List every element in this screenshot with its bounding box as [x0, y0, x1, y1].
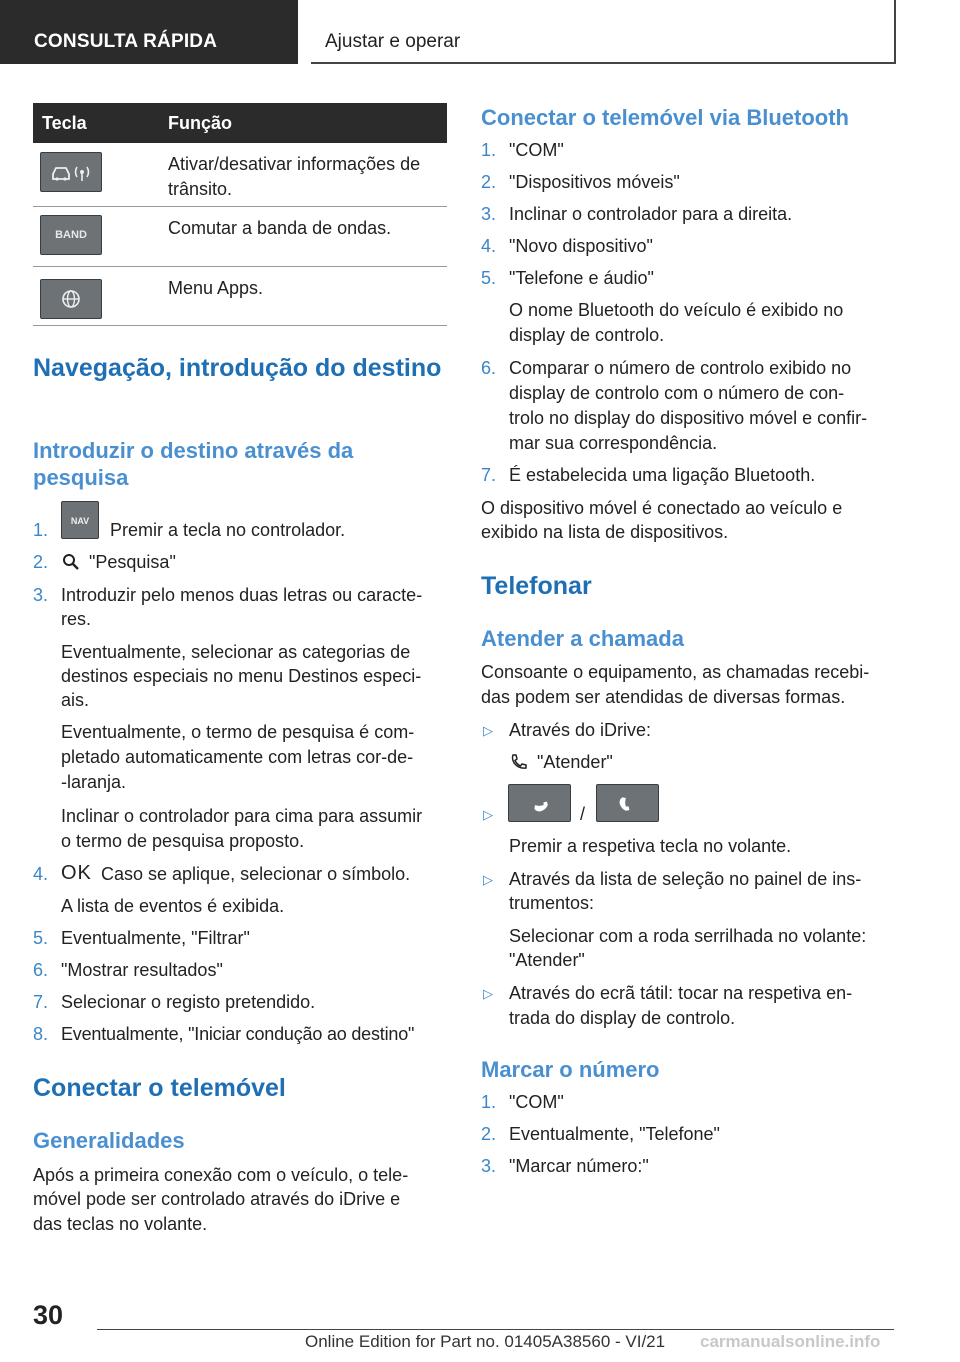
- step-text: Eventualmente, "Filtrar": [61, 928, 250, 948]
- step-number: 6.: [33, 960, 49, 980]
- dial-subheading: Marcar o número: [481, 1057, 660, 1082]
- step-text: "Pesquisa": [89, 552, 176, 572]
- step-text: mar sua correspondência.: [509, 433, 718, 453]
- step-note: -laranja.: [61, 772, 127, 792]
- bullet-note: "Atender": [509, 950, 585, 970]
- table-header: [33, 103, 447, 143]
- step-text: res.: [61, 609, 92, 629]
- step-text: "Novo dispositivo": [509, 236, 653, 256]
- step-text: "Dispositivos móveis": [509, 172, 680, 192]
- table-row: [33, 267, 447, 326]
- step-text: trolo no display do dispositivo móvel e confir-: [509, 408, 868, 428]
- answer-call-key-icon: [508, 784, 571, 822]
- step-number: 4.: [481, 236, 497, 256]
- answer-subheading: Atender a chamada: [481, 626, 684, 651]
- table-col-function: Função: [168, 113, 233, 133]
- key-separator: /: [580, 804, 586, 824]
- header-section-tab: CONSULTA RÁPIDA: [0, 0, 298, 64]
- step-note: pletado automaticamente com letras cor-de-: [61, 747, 414, 767]
- step-text: Introduzir pelo menos duas letras ou caracte-: [61, 585, 423, 605]
- table-row: [33, 143, 447, 207]
- bullet-text: trumentos:: [509, 893, 595, 913]
- step-note: O nome Bluetooth do veículo é exibido no: [509, 300, 844, 320]
- header-title: Ajustar e operar: [311, 0, 896, 64]
- step-number: 2.: [33, 552, 49, 572]
- footer-rule: [97, 1329, 894, 1330]
- step-number: 7.: [481, 465, 497, 485]
- watermark: carmanualsonline.info: [700, 1332, 881, 1351]
- search-icon: [62, 553, 80, 576]
- step-number: 7.: [33, 992, 49, 1012]
- paragraph-line: das podem ser atendidas de diversas formas.: [481, 687, 846, 707]
- apps-globe-icon: [40, 279, 102, 319]
- step-number: 2.: [481, 1124, 497, 1144]
- key-function-table: [33, 103, 447, 326]
- step-text: É estabelecida uma ligação Bluetooth.: [509, 465, 816, 485]
- bullet-triangle-icon: ▷: [483, 723, 493, 738]
- step-note: display de controlo.: [509, 325, 665, 345]
- step-text: Premir a tecla no controlador.: [110, 520, 346, 540]
- step-text: "Mostrar resultados": [61, 960, 223, 980]
- step-text: "COM": [509, 140, 564, 160]
- step-text: Inclinar o controlador para a direita.: [509, 204, 793, 224]
- bullet-text: Através do iDrive:: [509, 720, 652, 740]
- bullet-text: Através do ecrã tátil: tocar na respetiva en-: [509, 983, 853, 1003]
- step-number: 4.: [33, 864, 49, 884]
- traffic-info-icon: [40, 152, 102, 192]
- table-col-key: Tecla: [42, 113, 87, 133]
- nav-subheading: Introduzir o destino através da pesquisa: [33, 438, 354, 490]
- bullet-triangle-icon: ▷: [483, 872, 493, 887]
- step-text: Caso se aplique, selecionar o símbolo.: [101, 864, 411, 884]
- step-note: Eventualmente, selecionar as categorias de: [61, 642, 411, 662]
- step-number: 2.: [481, 172, 497, 192]
- connect-phone-heading: Conectar o telemóvel: [33, 1074, 286, 1102]
- step-note: o termo de pesquisa proposto.: [61, 831, 305, 851]
- step-note: destinos especiais no menu Destinos especi-: [61, 666, 422, 686]
- step-number: 3.: [481, 1156, 497, 1176]
- band-key-icon: BAND: [40, 215, 102, 255]
- step-note: A lista de eventos é exibida.: [61, 896, 285, 916]
- nav-key-icon: NAV: [61, 501, 99, 539]
- step-number: 6.: [481, 358, 497, 378]
- step-number: 5.: [33, 928, 49, 948]
- table-function-text: Menu Apps.: [168, 278, 264, 298]
- step-text: Comparar o número de controlo exibido no: [509, 358, 852, 378]
- step-number: 1.: [33, 520, 49, 540]
- table-function-text: Ativar/desativar informações de trânsito.: [168, 154, 421, 199]
- step-number: 1.: [481, 140, 497, 160]
- step-number: 3.: [481, 204, 497, 224]
- bullet-note: Premir a respetiva tecla no volante.: [509, 836, 792, 856]
- table-row: [33, 207, 447, 267]
- paragraph-line: exibido na lista de dispositivos.: [481, 522, 729, 542]
- bullet-triangle-icon: ▷: [483, 807, 493, 822]
- table-function-text: Comutar a banda de ondas.: [168, 218, 392, 238]
- telefonar-heading: Telefonar: [481, 572, 592, 600]
- step-note: ais.: [61, 690, 90, 710]
- paragraph-line: Após a primeira conexão com o veículo, o tele-: [33, 1165, 409, 1185]
- paragraph-line: das teclas no volante.: [33, 1214, 208, 1234]
- paragraph-line: O dispositivo móvel é conectado ao veículo e: [481, 498, 843, 518]
- bullet-subtext: "Atender": [537, 752, 613, 772]
- step-text: "COM": [509, 1092, 564, 1112]
- bullet-text: trada do display de controlo.: [509, 1008, 736, 1028]
- paragraph-line: móvel pode ser controlado através do iDrive e: [33, 1189, 401, 1209]
- step-number: 1.: [481, 1092, 497, 1112]
- bullet-note: Selecionar com a roda serrilhada no volante:: [509, 926, 867, 946]
- step-text: Selecionar o registo pretendido.: [61, 992, 316, 1012]
- bullet-text: Através da lista de seleção no painel de ins-: [509, 869, 862, 889]
- step-text: "Marcar número:": [509, 1156, 649, 1176]
- bluetooth-heading: Conectar o telemóvel via Bluetooth: [481, 105, 849, 130]
- step-text: "Telefone e áudio": [509, 268, 654, 288]
- bullet-triangle-icon: ▷: [483, 986, 493, 1001]
- step-note: Eventualmente, o termo de pesquisa é com-: [61, 722, 415, 742]
- step-number: 3.: [33, 585, 49, 605]
- step-text: display de controlo com o número de con-: [509, 383, 845, 403]
- paragraph-line: Consoante o equipamento, as chamadas recebi-: [481, 662, 870, 682]
- step-number: 5.: [481, 268, 497, 288]
- ok-symbol-icon: OK: [61, 862, 92, 884]
- step-text: Eventualmente, "Iniciar condução ao destino": [61, 1024, 415, 1044]
- step-number: 8.: [33, 1024, 49, 1044]
- page-number: 30: [33, 1300, 64, 1330]
- footer-edition: Online Edition for Part no. 01405A38560 - VI/21: [305, 1332, 666, 1351]
- step-text: Eventualmente, "Telefone": [509, 1124, 720, 1144]
- end-call-key-icon: [596, 784, 659, 822]
- generalities-subheading: Generalidades: [33, 1128, 185, 1153]
- step-note: Inclinar o controlador para cima para assumir: [61, 806, 423, 826]
- nav-heading: Navegação, introdução do destino: [33, 354, 442, 382]
- phone-handset-icon: [509, 752, 529, 777]
